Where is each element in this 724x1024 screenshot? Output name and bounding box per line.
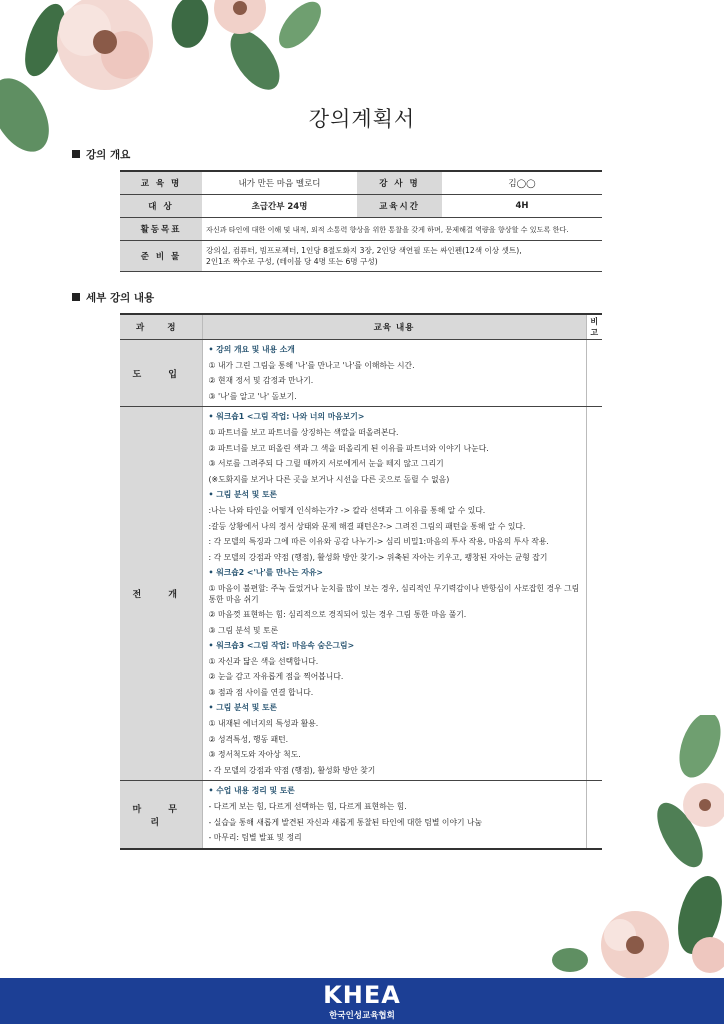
content-line: ② 현재 정서 및 감정과 만나기. — [208, 376, 314, 386]
content-line: • 수업 내용 정리 및 토론 — [208, 786, 295, 796]
content-line: :갈등 상황에서 나의 정서 상태와 문제 해결 패턴은?-> 그려진 그림의 패턴을 통해 알 수 있다. — [208, 521, 526, 531]
square-bullet-icon — [72, 293, 80, 301]
content-line: : 각 모델의 강점과 약점 (행점), 활성화 방안 찾기-> 위축된 자아는 키우고, 팽창된 자아는 균형 잡기 — [208, 552, 548, 562]
content-line: • 워크숍2 <'나'를 만나는 자유> — [208, 568, 323, 578]
note-cell — [586, 407, 602, 781]
content-line: ① 파트너를 보고 파트너를 상징하는 색깔을 떠올려본다. — [208, 427, 399, 437]
label-target: 대 상 — [120, 195, 202, 218]
materials-value — [202, 241, 602, 272]
instructor-value: 김◯◯ — [442, 171, 602, 195]
section-heading-detail: 세부 강의 내용 — [72, 290, 154, 305]
content-line: - 다르게 보는 힘, 다르게 선택하는 힘, 다르게 표현하는 힘. — [208, 802, 407, 812]
content-line: ③ 서로를 그려주되 다 그릴 때까지 서로에게서 눈을 떼지 않고 그리기 — [208, 459, 444, 469]
content-line: ③ 그림 분석 및 토론 — [208, 625, 279, 635]
content-line: : 각 모델의 특징과 그에 따른 이유와 공감 나누기-> 심리 비밀1:마음의 투사 작용, 마음의 투사 작용. — [208, 537, 549, 547]
content-line: ② 파트너를 보고 떠올린 색과 그 색을 떠올리게 된 이유를 파트너와 이야기 나눈다. — [208, 443, 489, 453]
target-value: 초급간부 24명 — [202, 195, 357, 218]
label-course-name: 교 육 명 — [120, 171, 202, 195]
content-line: • 그림 분석 및 토론 — [208, 703, 278, 713]
content-line: • 그림 분석 및 토론 — [208, 490, 278, 500]
phase-main-content — [202, 407, 586, 781]
detail-table — [120, 313, 602, 850]
organization-name: 한국인성교육협회 — [329, 1011, 395, 1021]
content-line: ② 성격특성, 행동 패턴. — [208, 734, 289, 744]
phase-intro-content — [202, 340, 586, 407]
content-line: - 각 모델의 강점과 약점 (행점), 활성화 방안 찾기 — [208, 765, 376, 775]
content-line: - 실습을 통해 새롭게 발견된 자신과 새롭게 통찰된 타인에 대한 팀별 이야기 나눔 — [208, 817, 483, 827]
overview-row — [120, 218, 602, 241]
detail-header-row — [120, 314, 602, 340]
content-line: ① 내재된 에너지의 특성과 활용. — [208, 719, 319, 729]
floral-decoration-top-left — [0, 0, 370, 160]
materials-line: 2인1조 짝수로 구성, (테이블 당 4명 또는 6명 구성) — [206, 257, 378, 266]
label-goal: 활동목표 — [120, 218, 202, 241]
content-line: • 워크숍1 <그림 작업: 나와 너의 마음보기> — [208, 412, 365, 422]
label-duration: 교육시간 — [357, 195, 442, 218]
content-line: (※도화지를 보거나 다른 곳을 보거나 시선을 다른 곳으로 돌릴 수 없음) — [208, 474, 450, 484]
section-heading-overview: 강의 개요 — [72, 147, 130, 162]
content-line: ② 마음껏 표현하는 힘: 심리적으로 경직되어 있는 경우 그림 통한 마음 풀기. — [208, 609, 467, 619]
phase-intro-label: 도 입 — [120, 340, 202, 407]
header-note: 비 고 — [586, 314, 602, 340]
content-line: ① 내가 그린 그림을 통해 '나'를 만나고 '나'를 이해하는 시간. — [208, 360, 415, 370]
content-line: • 강의 개요 및 내용 소개 — [208, 345, 295, 354]
label-instructor: 강 사 명 — [357, 171, 442, 195]
phase-row-main — [120, 407, 602, 781]
note-cell — [586, 781, 602, 849]
header-content: 교육 내용 — [202, 314, 586, 340]
footer-bar — [0, 978, 724, 1024]
goal-value: 자신과 타인에 대한 이해 및 내적, 외적 소통력 향상을 위한 통찰을 갖게 하며, 문제해결 역량을 향상할 수 있도록 한다. — [202, 218, 602, 241]
overview-table — [120, 170, 602, 272]
phase-row-closing — [120, 781, 602, 849]
content-line: ② 눈을 감고 자유롭게 점을 찍어봅니다. — [208, 672, 344, 682]
materials-line: 강의실, 컴퓨터, 빔프로젝터, 1인당 8절도화지 3장, 2인당 색연필 또는 싸인펜(12색 이상 셋트), — [206, 246, 522, 255]
overview-row — [120, 171, 602, 195]
content-line: ③ 점과 점 사이를 연결 합니다. — [208, 687, 314, 697]
khea-logo: KHEA — [323, 981, 401, 1009]
label-materials: 준 비 물 — [120, 241, 202, 272]
content-line: ③ 정서척도와 자아상 척도. — [208, 750, 301, 760]
content-line: ① 자신과 닮은 색을 선택합니다. — [208, 656, 319, 666]
note-cell — [586, 340, 602, 407]
phase-closing-content — [202, 781, 586, 849]
square-bullet-icon — [72, 150, 80, 158]
content-line: ③ '나'를 알고 '나' 돌보기. — [208, 391, 297, 401]
content-line: • 워크숍3 <그림 작업: 마음속 숨은그림> — [208, 641, 355, 651]
header-phase: 과 정 — [120, 314, 202, 340]
course-name-value: 내가 만든 마음 멜로디 — [202, 171, 357, 195]
phase-main-label: 전 개 — [120, 407, 202, 781]
page-title: 강의계획서 — [308, 107, 416, 131]
phase-closing-label: 마 무 리 — [120, 781, 202, 849]
overview-row — [120, 195, 602, 218]
phase-row-intro — [120, 340, 602, 407]
content-line: :나는 나와 타인을 어떻게 인식하는가? -> 칼라 선택과 그 이유를 통해 알 수 있다. — [208, 505, 486, 515]
content-line: - 마무리: 팀별 발표 및 정리 — [208, 833, 302, 843]
overview-row — [120, 241, 602, 272]
content-line: ① 마음이 불편할: 주눅 들었거나 눈치를 많이 보는 경우, 심리적인 무기력감이나 반항심이 사로잡힌 경우 그림 통한 마음 쉬기 — [208, 583, 580, 604]
duration-value: 4H — [442, 195, 602, 218]
